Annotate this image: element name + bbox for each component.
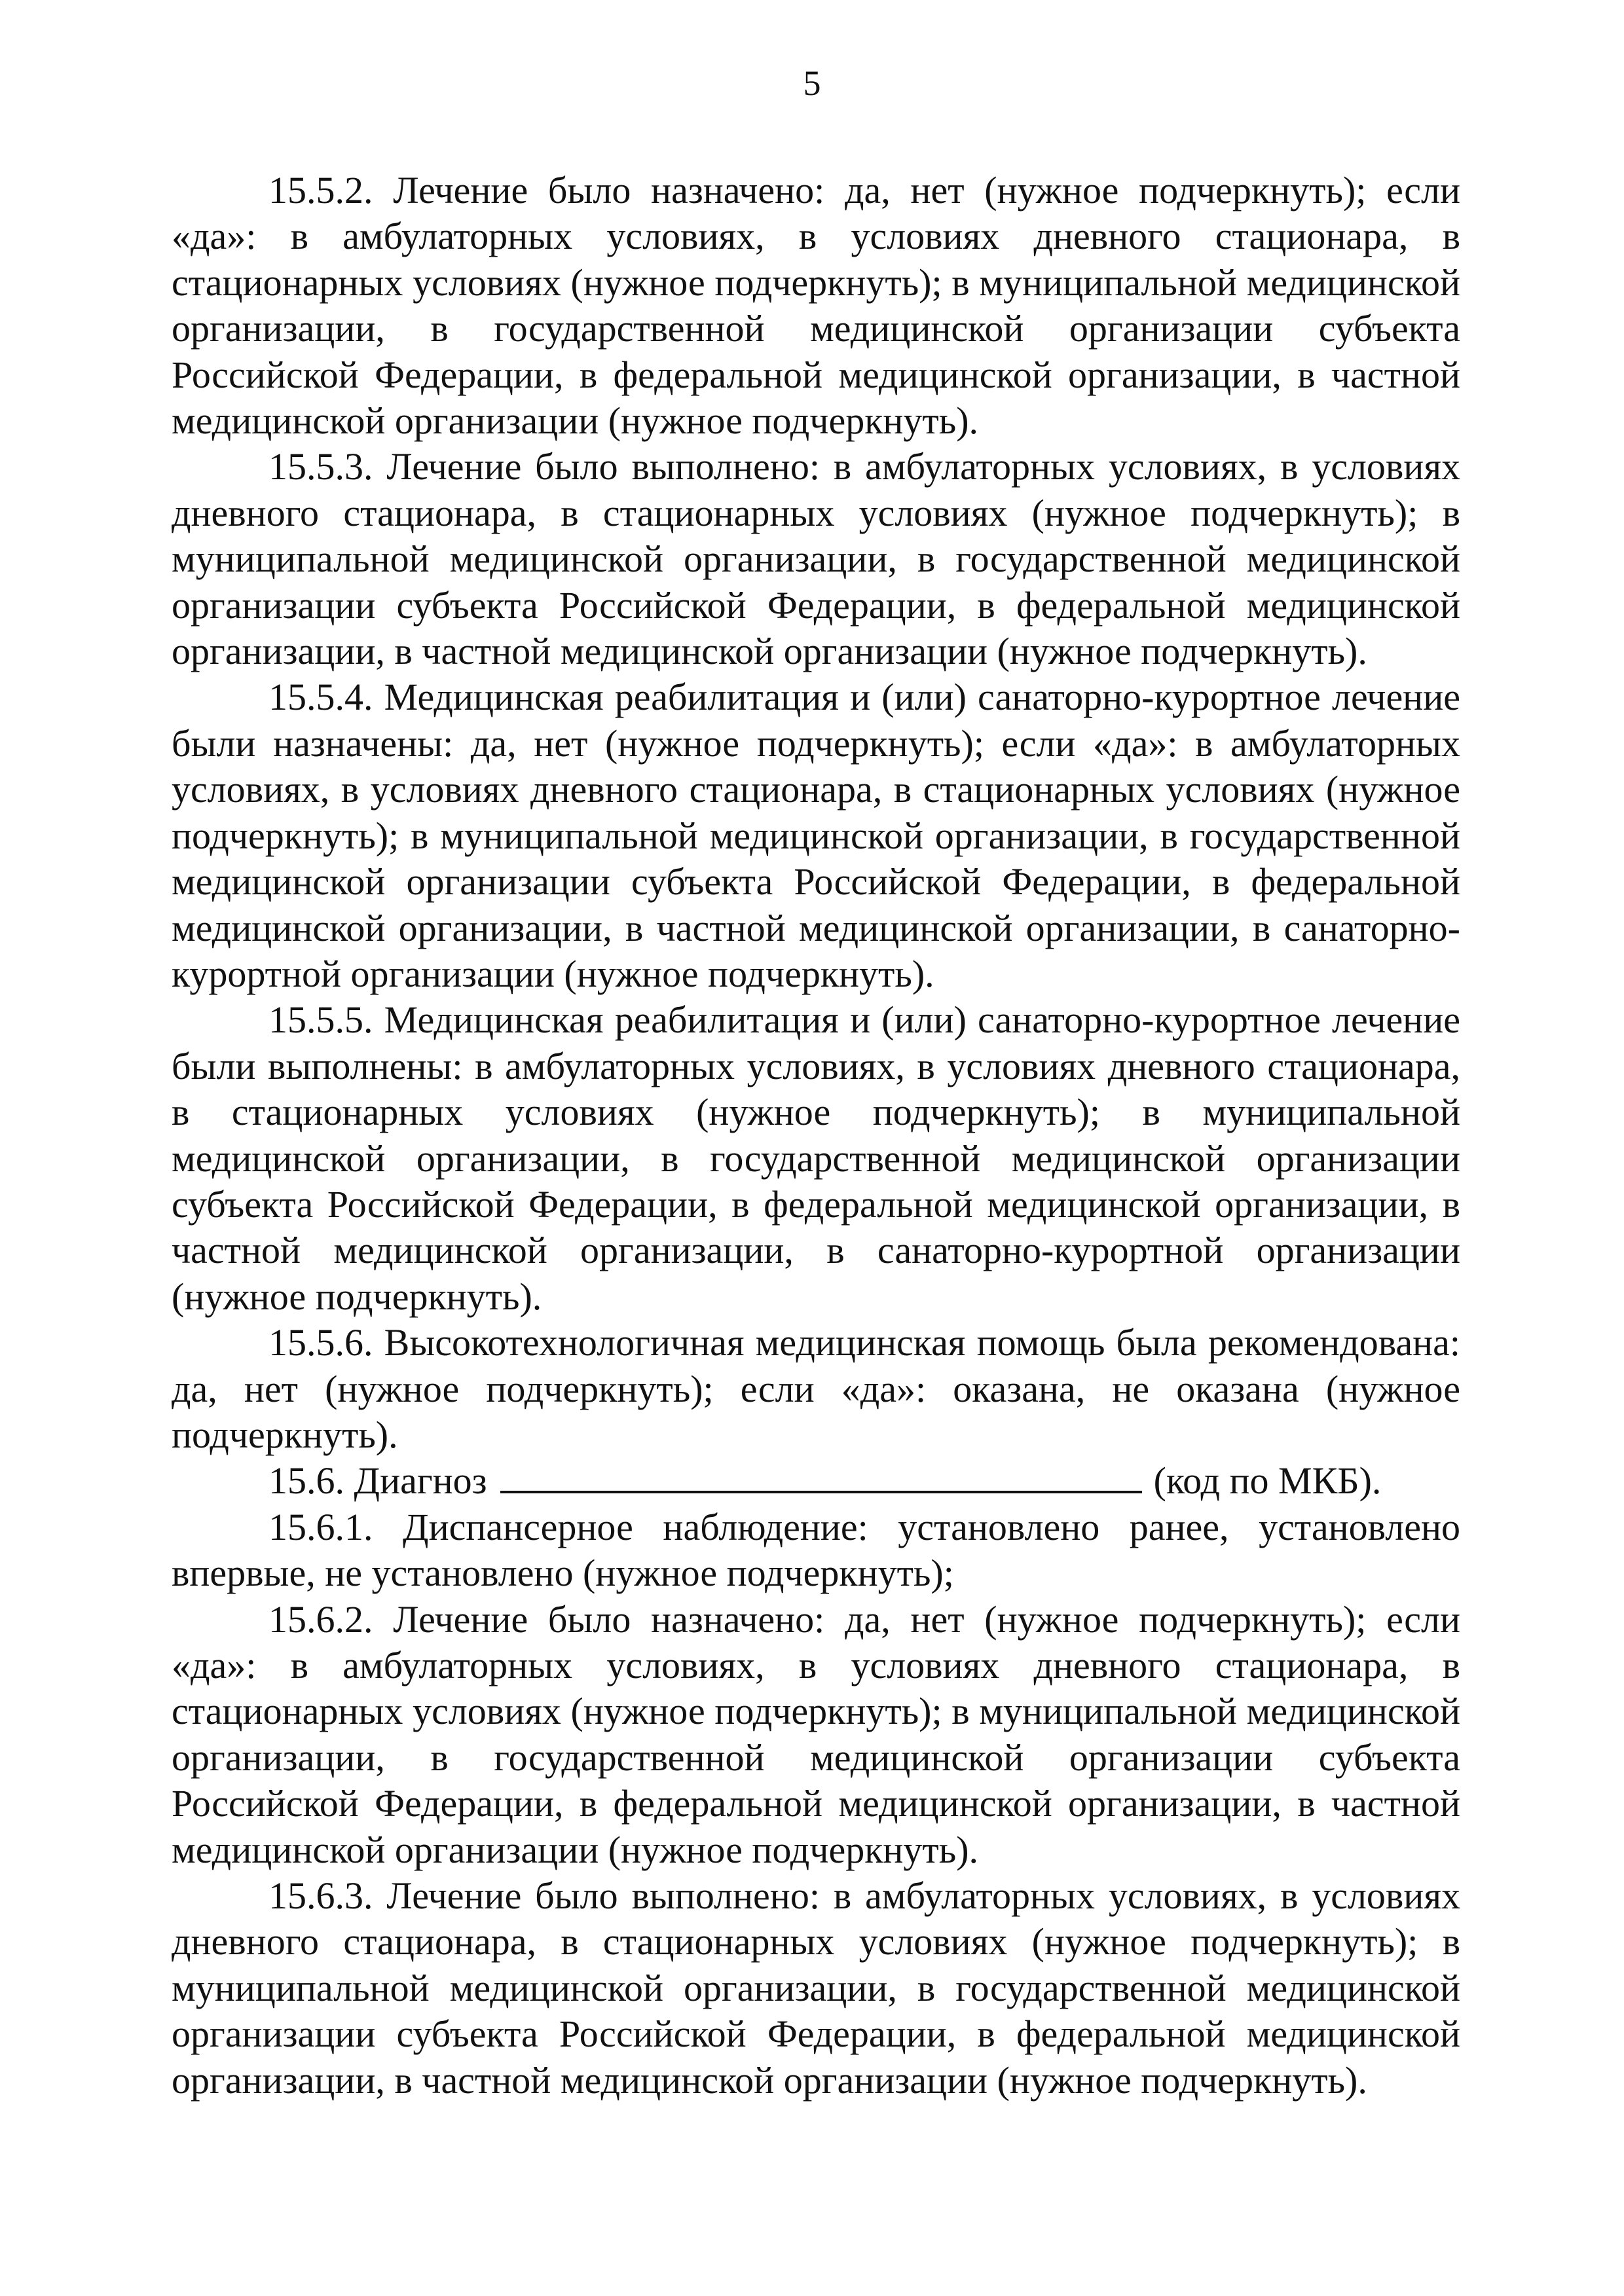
- clause-number: 15.6.3.: [268, 1874, 373, 1918]
- clause-text: Лечение было выполнено: в амбулаторных условиях, в условиях дневного стационара, в стационарных условиях (нужное подчеркнуть); в муниципальной медицинской организации, в государственной медицинской организации субъекта Российской Федерации, в федеральной медицинской организации, в частной медицинской организации (нужное подчеркнуть).: [172, 1874, 1461, 2102]
- paragraph-15-5-4: [172, 674, 1460, 997]
- diagnosis-blank-field[interactable]: [500, 1491, 1142, 1493]
- paragraph-15-5-2: [172, 168, 1460, 444]
- paragraph-15-5-5: [172, 997, 1460, 1320]
- paragraph-15-6-2: [172, 1597, 1460, 1873]
- page-number: 5: [803, 64, 821, 103]
- diagnosis-label: 15.6. Диагноз: [268, 1459, 487, 1503]
- clause-text: Лечение было назначено: да, нет (нужное подчеркнуть); если «да»: в амбулаторных условиях, в условиях дневного стационара, в стационарных условиях (нужное подчеркнуть); в муниципальной медицинской организации, в государственной медицинской организации субъекта Российской Федерации, в федеральной медицинской организации, в частной медицинской организации (нужное подчеркнуть).: [172, 169, 1460, 443]
- diagnosis-line: [172, 1458, 1460, 1504]
- clause-text: Медицинская реабилитация и (или) санаторно-курортное лечение были назначены: да, нет (нужное подчеркнуть); если «да»: в амбулаторных условиях, в условиях дневного стационара, в стационарных условиях (нужное подчеркнуть); в муниципальной медицинской организации, в государственной медицинской организации субъекта Российской Федерации, в федеральной медицинской организации, в частной медицинской организации, в санаторно-курортной организации (нужное подчеркнуть).: [172, 676, 1461, 995]
- clause-number: 15.5.6.: [268, 1321, 373, 1364]
- clause-number: 15.5.3.: [268, 445, 373, 488]
- clause-text: Лечение было выполнено: в амбулаторных условиях, в условиях дневного стационара, в стационарных условиях (нужное подчеркнуть); в муниципальной медицинской организации, в государственной медицинской организации субъекта Российской Федерации, в федеральной медицинской организации, в частной медицинской организации (нужное подчеркнуть).: [172, 445, 1461, 673]
- paragraph-15-6-1: [172, 1504, 1460, 1597]
- paragraph-15-5-3: [172, 444, 1460, 674]
- clause-number: 15.5.5.: [268, 998, 373, 1042]
- clause-number: 15.5.4.: [268, 676, 373, 719]
- paragraph-15-5-6: [172, 1320, 1460, 1458]
- clause-number: 15.5.2.: [268, 169, 373, 211]
- clause-text: Высокотехнологичная медицинская помощь была рекомендована: да, нет (нужное подчеркнуть); если «да»: оказана, не оказана (нужное подчеркнуть).: [172, 1321, 1460, 1456]
- paragraph-15-6-3: [172, 1873, 1460, 2104]
- icd-code-note: (код по МКБ).: [1153, 1459, 1382, 1503]
- clause-number: 15.6.2.: [268, 1597, 373, 1641]
- document-body: [172, 168, 1460, 2104]
- clause-text: Диспансерное наблюдение: установлено ранее, установлено впервые, не установлено (нужное подчеркнуть);: [172, 1505, 1460, 1595]
- clause-text: Медицинская реабилитация и (или) санаторно-курортное лечение были выполнены: в амбулаторных условиях, в условиях дневного стационара, в стационарных условиях (нужное подчеркнуть); в муниципальной медицинской организации, в государственной медицинской организации субъекта Российской Федерации, в федеральной медицинской организации, в частной медицинской организации, в санаторно-курортной организации (нужное подчеркнуть).: [172, 998, 1461, 1318]
- clause-number: 15.6.1.: [268, 1505, 373, 1548]
- clause-text: Лечение было назначено: да, нет (нужное подчеркнуть); если «да»: в амбулаторных условиях, в условиях дневного стационара, в стационарных условиях (нужное подчеркнуть); в муниципальной медицинской организации, в государственной медицинской организации субъекта Российской Федерации, в федеральной медицинской организации, в частной медицинской организации (нужное подчеркнуть).: [172, 1597, 1460, 1871]
